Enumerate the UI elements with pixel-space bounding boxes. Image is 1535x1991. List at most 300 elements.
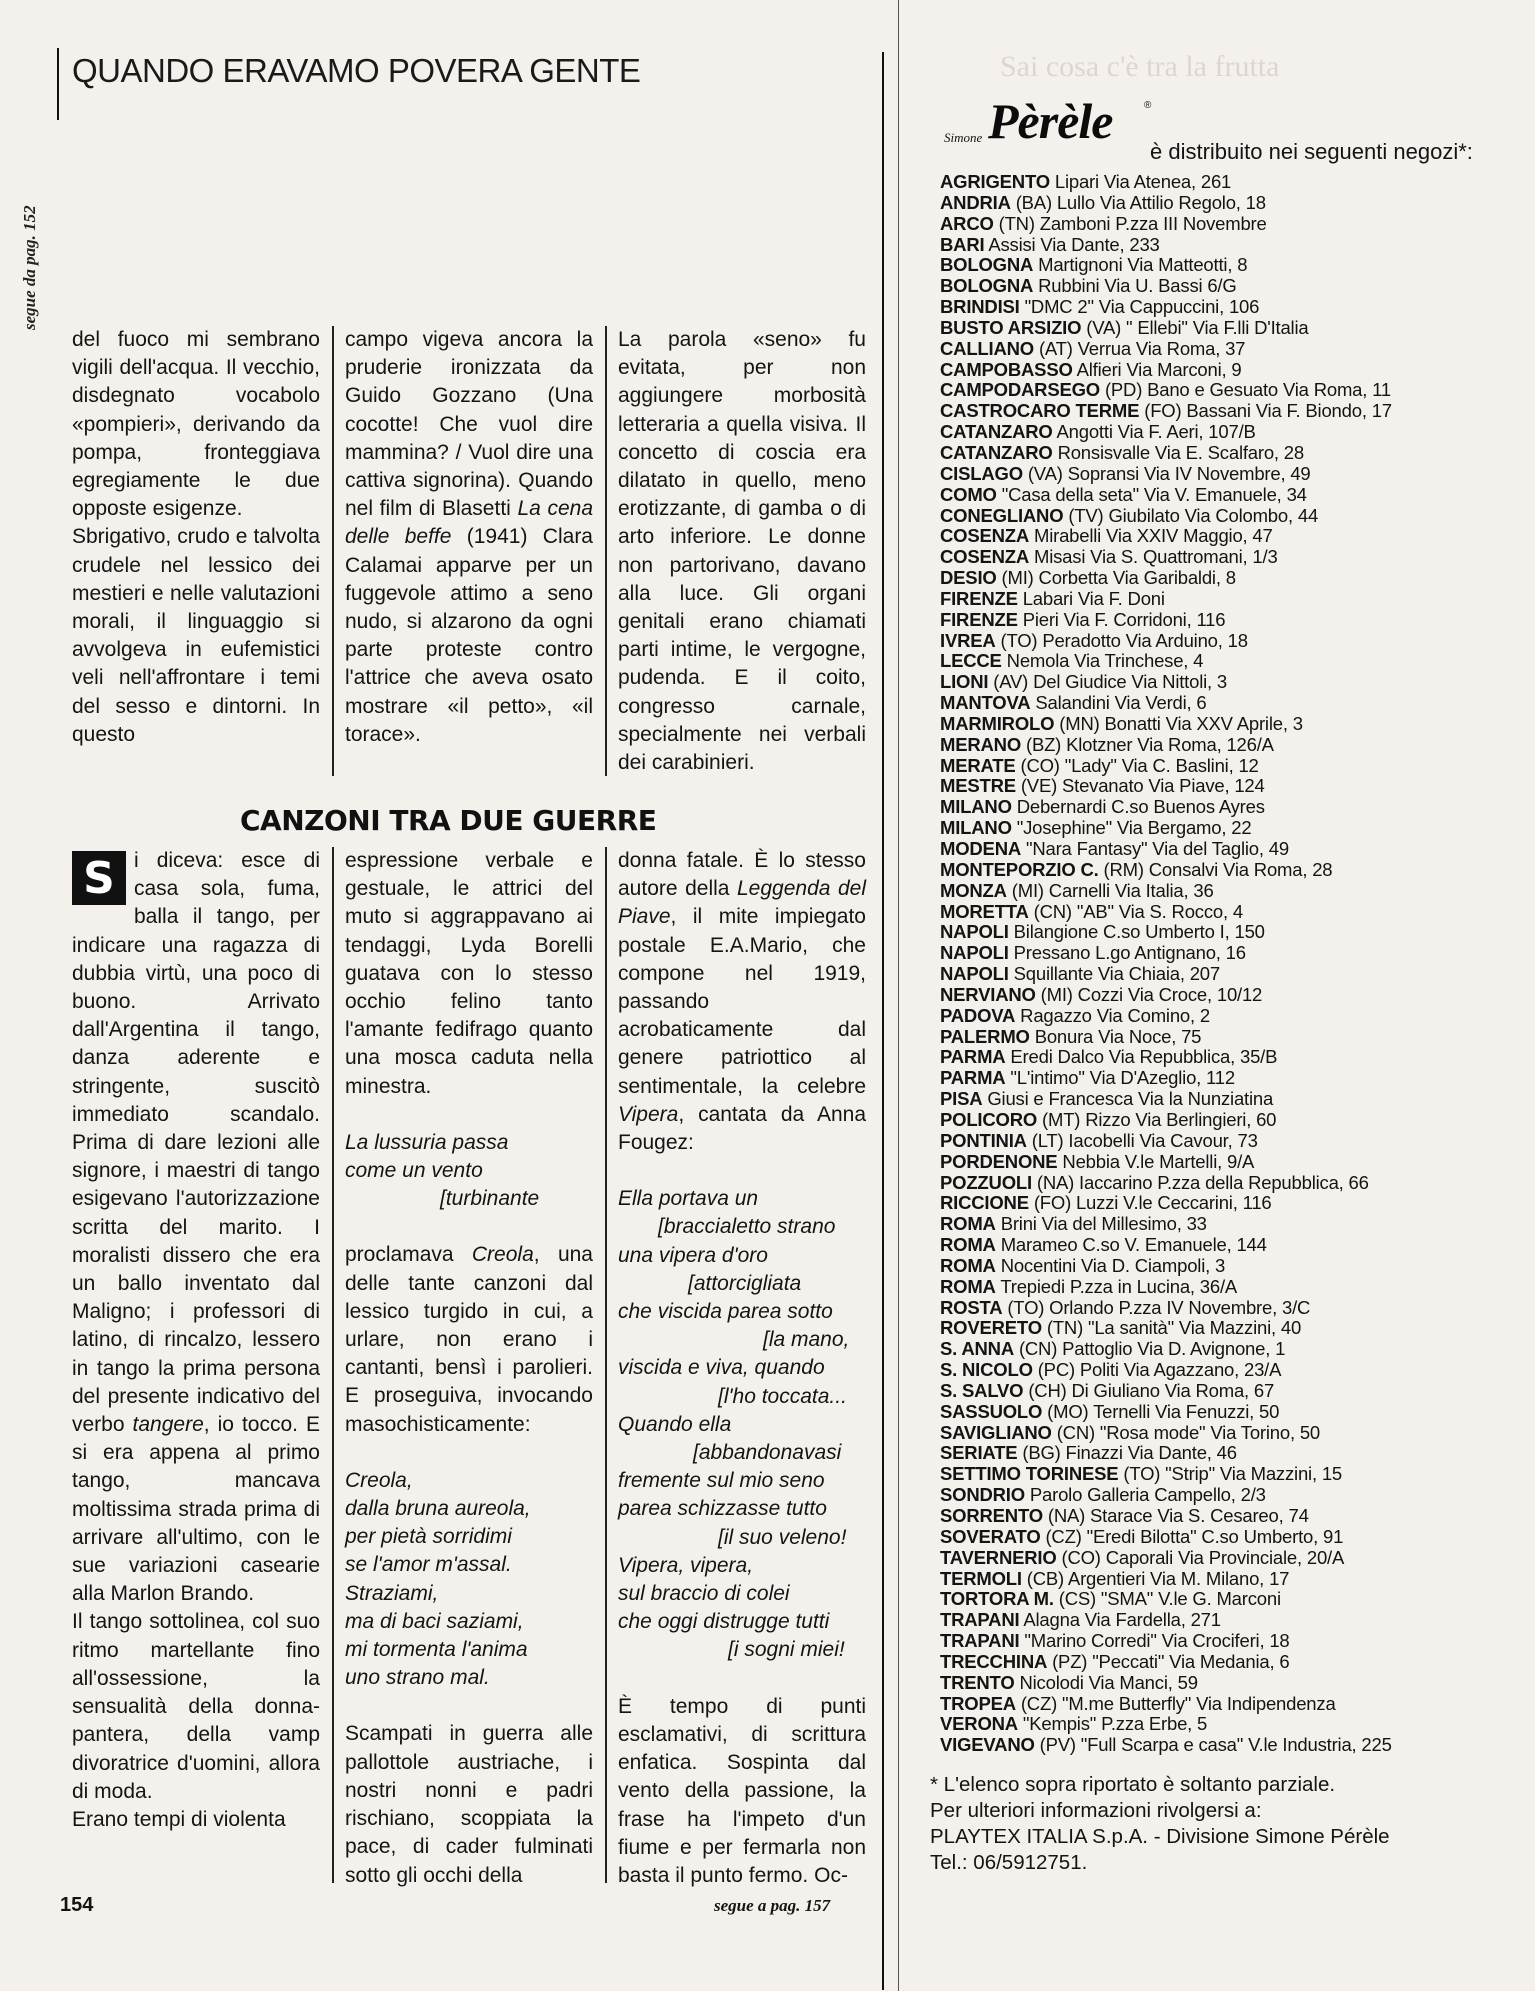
footnote-block <box>930 1772 1390 1876</box>
store-city: S. SALVO <box>940 1379 1024 1401</box>
store-city: TRENTO <box>940 1671 1015 1693</box>
verse-line: Vipera, vipera, <box>618 1553 754 1577</box>
store-row <box>940 672 1500 693</box>
store-details: (LT) Iacobelli Via Cavour, 73 <box>1031 1129 1258 1151</box>
paragraph: Sbrigativo, crudo e talvolta crudele nel lessico dei mestieri e nelle valutazioni morali, il linguaggio si avvolgeva in eufemistici veli nell'affrontare i temi del sesso e dintorni. In questo <box>72 525 320 746</box>
store-row <box>940 922 1500 943</box>
store-row <box>940 193 1500 214</box>
store-row <box>940 1339 1500 1360</box>
store-row <box>940 172 1500 193</box>
store-details: (FO) Bassani Via F. Biondo, 17 <box>1144 400 1392 422</box>
store-city: BOLOGNA <box>940 275 1034 297</box>
store-details: Salandini Via Verdi, 6 <box>1035 692 1207 714</box>
verse-line: ma di baci saziami, <box>345 1609 524 1633</box>
store-details: (TV) Giubilato Via Colombo, 44 <box>1068 504 1319 526</box>
store-details: (PZ) "Peccati" Via Medania, 6 <box>1052 1650 1290 1672</box>
store-row <box>940 1110 1500 1131</box>
column-divider <box>605 326 607 776</box>
store-details: (TO) "Strip" Via Mazzini, 15 <box>1123 1463 1342 1485</box>
verse-line: Quando ella <box>618 1412 732 1436</box>
column-2 <box>345 847 593 1890</box>
store-details: "Josephine" Via Bergamo, 22 <box>1016 817 1252 839</box>
store-city: MORETTA <box>940 900 1029 922</box>
store-details: "L'intimo" Via D'Azeglio, 112 <box>1010 1067 1235 1089</box>
store-city: PARMA <box>940 1067 1006 1089</box>
store-row <box>940 1589 1500 1610</box>
paragraph: Scampati in guerra alle pallottole austriache, i nostri nonni e padri rischiano, scoppiata la pace, di cader fulminati sotto gli occhi della <box>345 1722 593 1887</box>
store-details: Angotti Via F. Aeri, 107/B <box>1056 421 1256 443</box>
store-details: "Kempis" P.zza Erbe, 5 <box>1022 1713 1208 1735</box>
verse-line: [la mano, <box>763 1328 850 1352</box>
top-left-rule <box>57 48 59 120</box>
phone-number: Tel.: 06/5912751. <box>930 1851 1088 1874</box>
paragraph <box>618 847 866 1157</box>
store-details: (BG) Finazzi Via Dante, 46 <box>1022 1442 1237 1464</box>
verse-line: La lussuria passa <box>345 1130 509 1154</box>
verse-line: [l'ho toccata... <box>718 1384 847 1408</box>
verse-line: che oggi distrugge tutti <box>618 1610 830 1634</box>
verse-line: [braccialetto strano <box>658 1215 836 1239</box>
store-row <box>940 797 1500 818</box>
store-city: ROMA <box>940 1234 996 1256</box>
verse-line: [i sogni miei! <box>728 1638 845 1662</box>
store-city: NAPOLI <box>940 921 1009 943</box>
store-city: TAVERNERIO <box>940 1546 1057 1568</box>
section-title: QUANDO ERAVAMO POVERA GENTE <box>72 52 641 89</box>
store-row <box>940 1423 1500 1444</box>
film-title: La cena delle beffe <box>345 497 594 549</box>
paragraph: La parola «seno» fu evitata, per non aggiungere morbosità letteraria a quella visiva. Il concetto di coscia era dilatato in quello, meno erotizzante, di gamba o di arto inferiore. Le donne non partorivano, davano alla luce. Gli organi genitali erano chiamati parti intime, le vergogne, pudenda. E il coito, congresso carnale, specialmente nei verbali dei carabinieri. <box>618 328 866 775</box>
store-row <box>940 485 1500 506</box>
store-city: ROVERETO <box>940 1317 1042 1339</box>
store-details: Alagna Via Fardella, 271 <box>1023 1609 1221 1631</box>
store-details: (MI) Corbetta Via Garibaldi, 8 <box>1001 567 1236 589</box>
store-row <box>940 506 1500 527</box>
store-row <box>940 1047 1500 1068</box>
store-city: ROMA <box>940 1213 996 1235</box>
store-row <box>940 547 1500 568</box>
store-details: Rubbini Via U. Bassi 6/G <box>1038 275 1237 297</box>
store-details: Nicolodi Via Manci, 59 <box>1019 1671 1198 1693</box>
store-details: Pieri Via F. Corridoni, 116 <box>1022 608 1226 630</box>
store-row <box>940 276 1500 297</box>
store-city: PISA <box>940 1088 983 1110</box>
store-details: (MN) Bonatti Via XXV Aprile, 3 <box>1059 712 1303 734</box>
brand-small: Simone <box>944 130 983 145</box>
store-row <box>940 964 1500 985</box>
verse-line: [abbandonavasi <box>693 1441 842 1465</box>
store-row <box>940 1298 1500 1319</box>
store-city: CAMPODARSEGO <box>940 379 1100 401</box>
store-city: COSENZA <box>940 525 1030 547</box>
store-details: "DMC 2" Via Cappuccini, 106 <box>1024 296 1260 318</box>
store-row <box>940 693 1500 714</box>
verse-line: fremente sul mio seno <box>618 1469 825 1493</box>
verse-line: [il suo veleno! <box>718 1525 847 1549</box>
store-city: COSENZA <box>940 546 1030 568</box>
store-city: BARI <box>940 233 985 255</box>
store-details: (AT) Verrua Via Roma, 37 <box>1038 337 1246 359</box>
store-row <box>940 839 1500 860</box>
italic-term: tangere <box>132 1413 204 1437</box>
store-city: POZZUOLI <box>940 1171 1032 1193</box>
store-details: (CH) Di Giuliano Via Roma, 67 <box>1028 1379 1275 1401</box>
store-row <box>940 1277 1500 1298</box>
store-details: Bonura Via Noce, 75 <box>1034 1025 1202 1047</box>
store-details: (CZ) "Eredi Bilotta" C.so Umberto, 91 <box>1045 1525 1344 1547</box>
store-row <box>940 568 1500 589</box>
store-city: TROPEA <box>940 1692 1016 1714</box>
text: , una delle tante canzoni dal lessico turgido in cui, a urlare, non erano i cantanti, bensì i parolieri. E proseguiva, invocando masochisticamente: <box>345 1243 593 1436</box>
store-row <box>940 985 1500 1006</box>
store-city: CATANZARO <box>940 441 1053 463</box>
verse-vipera <box>618 1185 866 1664</box>
verse-line: come un vento <box>345 1159 483 1183</box>
store-row <box>940 651 1500 672</box>
gutter-line <box>898 0 899 1991</box>
store-city: MONZA <box>940 879 1007 901</box>
store-row <box>940 443 1500 464</box>
store-details: (TN) "La sanità" Via Mazzini, 40 <box>1046 1317 1302 1339</box>
verse-line: Creola, <box>345 1468 413 1492</box>
store-row <box>940 235 1500 256</box>
store-row <box>940 631 1500 652</box>
verse-line: per pietà sorridimi <box>345 1525 512 1549</box>
store-city: COMO <box>940 483 997 505</box>
paragraph <box>72 847 320 1608</box>
store-city: PARMA <box>940 1046 1006 1068</box>
store-details: (VE) Stevanato Via Piave, 124 <box>1020 775 1265 797</box>
store-details: (RM) Consalvi Via Roma, 28 <box>1103 858 1333 880</box>
paragraph: È tempo di punti esclamativi, di scrittura enfatica. Sospinta dal vento della passione, la frase ha l'impeto d'un fiume e per fermarla non basta il punto fermo. Oc- <box>618 1694 866 1887</box>
store-row <box>940 714 1500 735</box>
store-row <box>940 1235 1500 1256</box>
store-row <box>940 1714 1500 1735</box>
store-city: ROMA <box>940 1254 996 1276</box>
brand-name: Pèrèle <box>988 93 1113 149</box>
store-details: "Casa della seta" Via V. Emanuele, 34 <box>1001 483 1307 505</box>
store-details: (BA) Lullo Via Attilio Regolo, 18 <box>1015 191 1266 213</box>
verse-lussuria <box>345 1129 593 1214</box>
store-details: (MI) Cozzi Via Croce, 10/12 <box>1040 983 1263 1005</box>
store-city: FIRENZE <box>940 608 1018 630</box>
store-city: CASTROCARO TERME <box>940 400 1140 422</box>
store-details: Pressano L.go Antignano, 16 <box>1013 942 1246 964</box>
store-row <box>940 1485 1500 1506</box>
song-title: Vipera <box>618 1102 679 1126</box>
store-details: Mirabelli Via XXIV Maggio, 47 <box>1034 525 1273 547</box>
column-divider <box>332 326 334 776</box>
store-row <box>940 1381 1500 1402</box>
store-details: Nocentini Via D. Ciampoli, 3 <box>1000 1254 1226 1276</box>
store-details: (CO) "Lady" Via C. Baslini, 12 <box>1020 754 1259 776</box>
store-city: CISLAGO <box>940 462 1023 484</box>
store-details: "Marino Corredi" Via Crociferi, 18 <box>1024 1630 1290 1652</box>
store-row <box>940 464 1500 485</box>
verse-line: che viscida parea sotto <box>618 1300 833 1324</box>
store-city: TRAPANI <box>940 1630 1020 1652</box>
store-city: SAVIGLIANO <box>940 1421 1052 1443</box>
store-city: ROSTA <box>940 1296 1003 1318</box>
store-city: TRAPANI <box>940 1609 1020 1631</box>
store-row <box>940 943 1500 964</box>
store-row <box>940 1131 1500 1152</box>
store-details: (PD) Bano e Gesuato Via Roma, 11 <box>1104 379 1391 401</box>
verse-line: una vipera d'oro <box>618 1243 768 1267</box>
song-title: Leggenda del Piave <box>618 877 866 929</box>
column-divider <box>332 847 334 1883</box>
store-city: TERMOLI <box>940 1567 1022 1589</box>
store-row <box>940 1152 1500 1173</box>
store-row <box>940 735 1500 756</box>
store-city: ARCO <box>940 212 994 234</box>
store-city: ANDRIA <box>940 191 1011 213</box>
store-city: SONDRIO <box>940 1484 1025 1506</box>
store-details: Alfieri Via Marconi, 9 <box>1076 358 1242 380</box>
text: (1941) Clara Calamai apparve per un fuggevole attimo a seno nudo, si alzarono da ogni parte proteste contro l'attrice che aveva osato mostrare «il petto», «il torace». <box>345 525 593 746</box>
store-details: Ragazzo Via Comino, 2 <box>1020 1004 1210 1026</box>
store-details: Lipari Via Atenea, 261 <box>1054 171 1232 192</box>
store-city: TRECCHINA <box>940 1650 1048 1672</box>
store-row <box>940 1360 1500 1381</box>
store-details: (CB) Argentieri Via M. Milano, 17 <box>1026 1567 1290 1589</box>
store-city: PORDENONE <box>940 1150 1058 1172</box>
store-row <box>940 1506 1500 1527</box>
verse-line: uno strano mal. <box>345 1666 490 1690</box>
store-row <box>940 297 1500 318</box>
continued-from: segue da pag. 152 <box>20 205 39 330</box>
verse-line: sul braccio di colei <box>618 1582 790 1606</box>
store-row <box>940 422 1500 443</box>
song-title: Creola <box>471 1243 534 1267</box>
store-city: CONEGLIANO <box>940 504 1064 526</box>
store-row <box>940 401 1500 422</box>
store-city: MESTRE <box>940 775 1016 797</box>
column-1 <box>72 847 320 1834</box>
store-details: Martignoni Via Matteotti, 8 <box>1038 254 1248 276</box>
store-details: (NA) Starace Via S. Cesareo, 74 <box>1047 1505 1309 1526</box>
store-details: "Nara Fantasy" Via del Taglio, 49 <box>1025 838 1289 859</box>
verse-line: viscida e viva, quando <box>618 1356 825 1380</box>
drop-cap: S <box>72 851 126 905</box>
store-city: DESIO <box>940 567 997 589</box>
store-row <box>940 1610 1500 1631</box>
store-city: LIONI <box>940 671 989 693</box>
verse-line: mi tormenta l'anima <box>345 1638 528 1662</box>
store-row <box>940 1068 1500 1089</box>
store-details: (VA) Sopransi Via IV Novembre, 49 <box>1027 462 1311 484</box>
store-details: (TO) Peradotto Via Arduino, 18 <box>1000 629 1248 651</box>
text: , il mite impiegato postale E.A.Mario, che compone nel 1919, passando acrobaticamente dal genere patriottico al sentimentale, la celebre <box>618 905 866 1098</box>
verse-line: Ella portava un <box>618 1187 759 1211</box>
store-row <box>940 860 1500 881</box>
store-row <box>940 1527 1500 1548</box>
store-row <box>940 610 1500 631</box>
store-row <box>940 589 1500 610</box>
store-details: (VA) " Ellebi" Via F.lli D'Italia <box>1086 316 1309 338</box>
paragraph <box>345 326 593 749</box>
store-row <box>940 818 1500 839</box>
store-details: (CN) "Rosa mode" Via Torino, 50 <box>1056 1421 1321 1443</box>
store-details: Giusi e Francesca Via la Nunziatina <box>987 1088 1274 1110</box>
store-details: Parolo Galleria Campello, 2/3 <box>1029 1484 1266 1506</box>
store-details: (CO) Caporali Via Provinciale, 20/A <box>1061 1546 1345 1568</box>
store-details: (CN) Pattoglio Via D. Avignone, 1 <box>1018 1338 1286 1360</box>
paragraph: Il tango sottolinea, col suo ritmo martellante fino all'ossessione, la sensualità della donna-pantera, della vamp divoratrice d'uomini, allora di moda. <box>72 1610 320 1803</box>
store-row <box>940 1652 1500 1673</box>
store-details: (NA) Iaccarino P.zza della Repubblica, 66 <box>1036 1171 1369 1193</box>
store-city: VERONA <box>940 1713 1018 1735</box>
store-details: Assisi Via Dante, 233 <box>988 233 1160 255</box>
store-city: MODENA <box>940 838 1022 859</box>
store-city: VIGEVANO <box>940 1734 1035 1756</box>
store-details: (MT) Rizzo Via Berlingieri, 60 <box>1042 1108 1277 1130</box>
registered-mark: ® <box>1144 100 1152 111</box>
store-city: NAPOLI <box>940 963 1009 985</box>
paragraph: Erano tempi di violenta <box>72 1807 286 1831</box>
store-row <box>940 1193 1500 1214</box>
store-city: SERIATE <box>940 1442 1018 1464</box>
store-city: PALERMO <box>940 1025 1030 1047</box>
text: proclamava <box>345 1243 472 1267</box>
store-row <box>940 526 1500 547</box>
distribution-intro: è distribuito nei seguenti negozi*: <box>1150 139 1473 164</box>
store-city: PONTINIA <box>940 1129 1027 1151</box>
company-name: PLAYTEX ITALIA S.p.A. - Divisione Simone Pérèle <box>930 1825 1390 1848</box>
text: donna fatale. È lo stesso autore della <box>618 849 866 901</box>
page-number: 154 <box>60 1894 94 1916</box>
store-row <box>940 1318 1500 1339</box>
verse-line: se l'amor m'assal. <box>345 1553 512 1577</box>
paragraph: espressione verbale e gestuale, le attrici del muto si aggrappavano ai tendaggi, Lyda Borelli guatava con lo stesso occhio felino tanto l'amante fedifrago quanto una mosca caduta nella minestra. <box>345 849 593 1098</box>
store-row <box>940 339 1500 360</box>
store-row <box>940 1569 1500 1590</box>
store-details: (BZ) Klotzner Via Roma, 126/A <box>1025 733 1274 755</box>
store-details: Trepiedi P.zza in Lucina, 36/A <box>1000 1275 1238 1297</box>
store-row <box>940 1548 1500 1569</box>
store-details: Brini Via del Millesimo, 33 <box>1000 1213 1207 1235</box>
store-row <box>940 1214 1500 1235</box>
store-details: (CN) "AB" Via S. Rocco, 4 <box>1033 900 1243 922</box>
contact-intro: Per ulteriori informazioni rivolgersi a: <box>930 1799 1262 1822</box>
store-city: MILANO <box>940 817 1012 839</box>
store-details: Ronsisvalle Via E. Scalfaro, 28 <box>1057 441 1304 463</box>
verse-line: Straziami, <box>345 1581 439 1605</box>
store-city: MONTEPORZIO C. <box>940 858 1099 880</box>
store-details: (CZ) "M.me Butterfly" Via Indipendenza <box>1020 1692 1336 1714</box>
store-city: LECCE <box>940 650 1002 672</box>
top-right-rule <box>882 52 884 1990</box>
paragraph: del fuoco mi sembrano vigili dell'acqua. Il vecchio, disdegnato vocabolo «pompieri», derivando da pompa, fronteggiava egregiamente le due opposte esigenze. <box>72 328 320 521</box>
store-city: MERATE <box>940 754 1016 776</box>
store-city: S. NICOLO <box>940 1359 1033 1381</box>
text: campo vigeva ancora la pruderie ironizzata da Guido Gozzano (Una cocotte! Che vuol dire mammina? / Vuol dire una cattiva signorina). Quando nel film di Blasetti <box>345 328 593 521</box>
store-row <box>940 380 1500 401</box>
continued-to: segue a pag. 157 <box>714 1896 831 1915</box>
store-row <box>940 1402 1500 1423</box>
store-city: ROMA <box>940 1275 996 1297</box>
store-details: (TN) Zamboni P.zza III Novembre <box>998 212 1267 234</box>
text: , io tocco. E si era appena al primo tango, mancava moltissima strada prima di arrivare all'ultimo, con le sue variazioni casearie alla Marlon Brando. <box>72 1413 321 1606</box>
store-city: CAMPOBASSO <box>940 358 1073 380</box>
top-column-2 <box>345 326 593 749</box>
store-city: BOLOGNA <box>940 254 1034 276</box>
store-row <box>940 1256 1500 1277</box>
store-details: Bilangione C.so Umberto I, 150 <box>1013 921 1265 943</box>
text: i diceva: esce di casa sola, fuma, balla il tango, per indicare una ragazza di dubbia virtù, una poco di buono. Arrivato dall'Argentina il tango, danza aderente e stringente, suscitò immediato scandalo. Prima di dare lezioni alle signore, i maestri di tango esigevano l'autorizzazione scritta del marito. I moralisti dissero che era un ballo inventato dal Maligno; i professori di latino, di rincalzo, lessero in tango la prima persona del presente indicativo del verbo <box>72 849 320 1437</box>
store-details: Squillante Via Chiaia, 207 <box>1013 963 1220 985</box>
store-city: NERVIANO <box>940 983 1036 1005</box>
column-3 <box>618 847 866 1890</box>
store-details: (MI) Carnelli Via Italia, 36 <box>1011 879 1214 901</box>
store-city: POLICORO <box>940 1108 1038 1130</box>
verse-line: parea schizzasse tutto <box>618 1497 827 1521</box>
store-row <box>940 1089 1500 1110</box>
store-details: Marameo C.so V. Emanuele, 144 <box>1000 1234 1267 1256</box>
store-row <box>940 1173 1500 1194</box>
store-city: BUSTO ARSIZIO <box>940 316 1082 338</box>
store-row <box>940 255 1500 276</box>
store-city: BRINDISI <box>940 296 1020 318</box>
store-city: PADOVA <box>940 1004 1016 1026</box>
store-row <box>940 776 1500 797</box>
verse-line: [attorcigliata <box>688 1271 802 1295</box>
store-details: (FO) Luzzi V.le Ceccarini, 116 <box>1033 1192 1272 1214</box>
store-city: FIRENZE <box>940 587 1018 609</box>
top-column-1 <box>72 326 320 749</box>
store-details: (MO) Ternelli Via Fenuzzi, 50 <box>1047 1400 1280 1422</box>
top-column-3 <box>618 326 866 777</box>
store-row <box>940 1027 1500 1048</box>
store-row <box>940 1673 1500 1694</box>
store-city: MERANO <box>940 733 1022 755</box>
store-row <box>940 881 1500 902</box>
store-details: (PV) "Full Scarpa e casa" V.le Industria, 225 <box>1039 1734 1392 1756</box>
store-city: MILANO <box>940 796 1012 818</box>
verse-creola <box>345 1467 593 1693</box>
store-row <box>940 1694 1500 1715</box>
store-row <box>940 360 1500 381</box>
store-details: (AV) Del Giudice Via Nittoli, 3 <box>993 671 1228 693</box>
store-city: SORRENTO <box>940 1505 1043 1526</box>
store-city: CATANZARO <box>940 421 1053 443</box>
store-row <box>940 1006 1500 1027</box>
store-details: (TO) Orlando P.zza IV Novembre, 3/C <box>1007 1296 1311 1318</box>
store-city: MARMIROLO <box>940 712 1055 734</box>
store-city: SOVERATO <box>940 1525 1041 1547</box>
store-row <box>940 214 1500 235</box>
verse-line: [turbinante <box>440 1187 540 1211</box>
store-city: CALLIANO <box>940 337 1034 359</box>
store-details: Nemola Via Trinchese, 4 <box>1006 650 1204 672</box>
store-row <box>940 1443 1500 1464</box>
store-details: (CS) "SMA" V.le G. Marconi <box>1058 1588 1281 1610</box>
store-details: Eredi Dalco Via Repubblica, 35/B <box>1010 1046 1278 1068</box>
store-details: (PC) Politi Via Agazzano, 23/A <box>1037 1359 1282 1381</box>
column-divider <box>605 847 607 1883</box>
store-city: SASSUOLO <box>940 1400 1043 1422</box>
store-city: RICCIONE <box>940 1192 1029 1214</box>
paragraph <box>345 1241 593 1438</box>
store-row <box>940 1735 1500 1756</box>
store-row <box>940 1464 1500 1485</box>
store-list <box>940 172 1500 1756</box>
store-city: MANTOVA <box>940 692 1031 714</box>
store-details: Debernardi C.so Buenos Ayres <box>1016 796 1265 818</box>
text: , cantata da Anna Fougez: <box>618 1102 866 1155</box>
footnote: * L'elenco sopra riportato è soltanto parziale. <box>930 1773 1336 1796</box>
store-city: TORTORA M. <box>940 1588 1054 1610</box>
